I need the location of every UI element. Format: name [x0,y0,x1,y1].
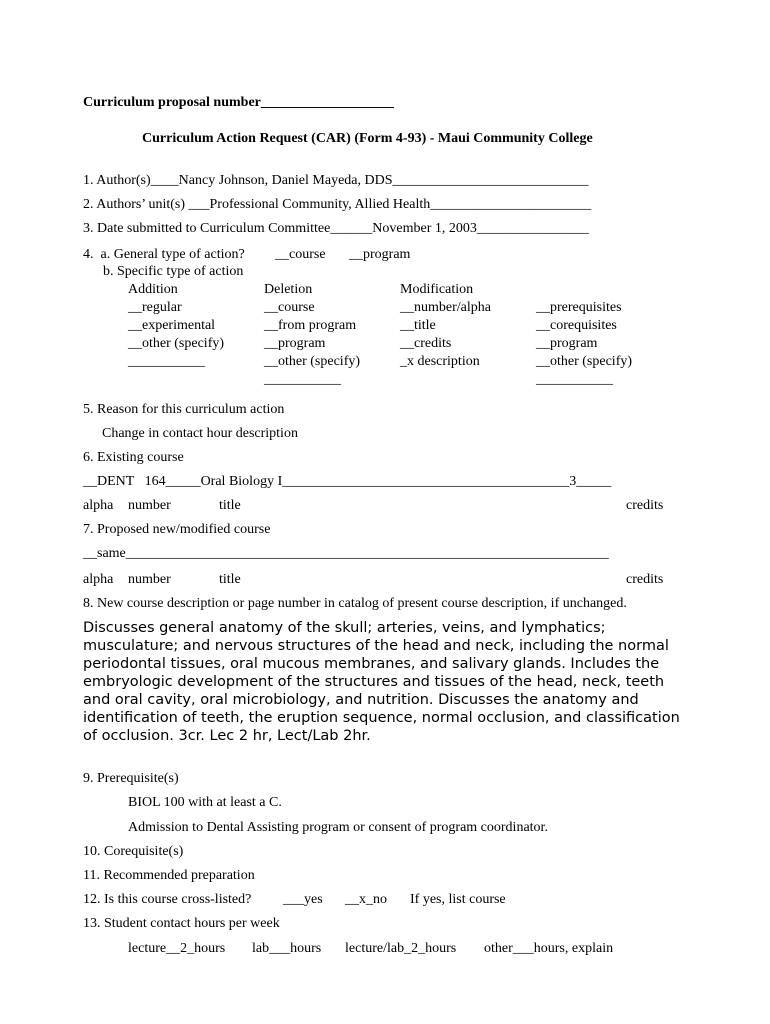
modification-blank: ___________ [536,372,613,387]
reason-label: 5. Reason for this curriculum action [83,402,285,417]
unit-line: 2. Authors’ unit(s) ___Professional Community, Allied Health_______________________ [83,197,592,212]
existing-title-caption: title [219,498,241,513]
modification-description: _x description [400,354,480,369]
proposed-credits-caption: credits [626,572,664,587]
proposed-alpha-caption: alpha [83,572,114,587]
deletion-from-program: __from program [264,318,357,333]
reason-text: Change in contact hour description [102,426,298,441]
modification-number-alpha: __number/alpha [400,300,491,315]
prerequisite-label: 9. Prerequisite(s) [83,771,179,786]
deletion-blank: ___________ [264,372,341,387]
addition-other: __other (specify) [128,336,225,351]
modification-other: __other (specify) [536,354,633,369]
course-description: Discusses general anatomy of the skull; arteries, veins, and lymphatics; musculature; and nervous structures of the head and neck, including the normal periodontal tissues, oral mucous membranes, and salivary glands. Includes the embryologic development of the structures and tissues of the head, neck, teeth and oral cavity, oral microbiology, and nutrition. Discusses the anatomy and identification of teeth, the eruption sequence, normal occlusion, and classification of occlusion. 3cr. Lec 2 hr, Lect/Lab 2hr. [83,620,680,744]
general-program-option: __program [349,247,411,262]
addition-heading: Addition [128,282,178,297]
deletion-other: __other (specify) [264,354,361,369]
corequisite-label: 10. Corequisite(s) [83,844,184,859]
contact-lab: lab___hours [252,941,322,956]
proposed-number-caption: number [128,572,171,587]
addition-regular: __regular [128,300,182,315]
proposal-number: Curriculum proposal number___________________ [83,95,394,110]
modification-prerequisites: __prerequisites [536,300,622,315]
proposed-title-caption: title [219,572,241,587]
description-label: 8. New course description or page number in catalog of present course description, if unchanged. [83,596,627,611]
date-line: 3. Date submitted to Curriculum Committee______November 1, 2003________________ [83,221,589,236]
existing-credits-caption: credits [626,498,664,513]
modification-corequisites: __corequisites [536,318,617,333]
deletion-course: __course [264,300,315,315]
proposed-course-line: __same_____________________________________________________________________ [83,546,609,561]
prerequisite-item-1: BIOL 100 with at least a C. [128,795,282,810]
modification-credits: __credits [400,336,452,351]
deletion-heading: Deletion [264,282,313,297]
crosslist-no: __x_no [345,892,387,907]
contact-lecture-lab: lecture/lab_2_hours [345,941,457,956]
existing-course-label: 6. Existing course [83,450,184,465]
contact-hours-label: 13. Student contact hours per week [83,916,280,931]
contact-other: other___hours, explain [484,941,614,956]
proposed-course-label: 7. Proposed new/modified course [83,522,271,537]
authors-line: 1. Author(s)____Nancy Johnson, Daniel Mayeda, DDS____________________________ [83,173,589,188]
addition-blank: ___________ [128,354,205,369]
specific-action-label: b. Specific type of action [103,264,244,279]
existing-course-line: __DENT 164_____Oral Biology I_________________________________________3_____ [83,474,612,489]
addition-experimental: __experimental [128,318,216,333]
general-action-label: 4. a. General type of action? [83,247,245,262]
general-course-option: __course [275,247,326,262]
recommended-label: 11. Recommended preparation [83,868,255,883]
crosslist-label: 12. Is this course cross-listed? [83,892,252,907]
crosslist-list: If yes, list course [410,892,506,907]
deletion-program: __program [264,336,326,351]
form-title: Curriculum Action Request (CAR) (Form 4-93) - Maui Community College [142,131,593,146]
prerequisite-item-2: Admission to Dental Assisting program or consent of program coordinator. [128,820,548,835]
modification-program: __program [536,336,598,351]
contact-lecture: lecture__2_hours [128,941,226,956]
crosslist-yes: ___yes [283,892,323,907]
modification-heading: Modification [400,282,474,297]
existing-number-caption: number [128,498,171,513]
modification-title: __title [400,318,436,333]
existing-alpha-caption: alpha [83,498,114,513]
